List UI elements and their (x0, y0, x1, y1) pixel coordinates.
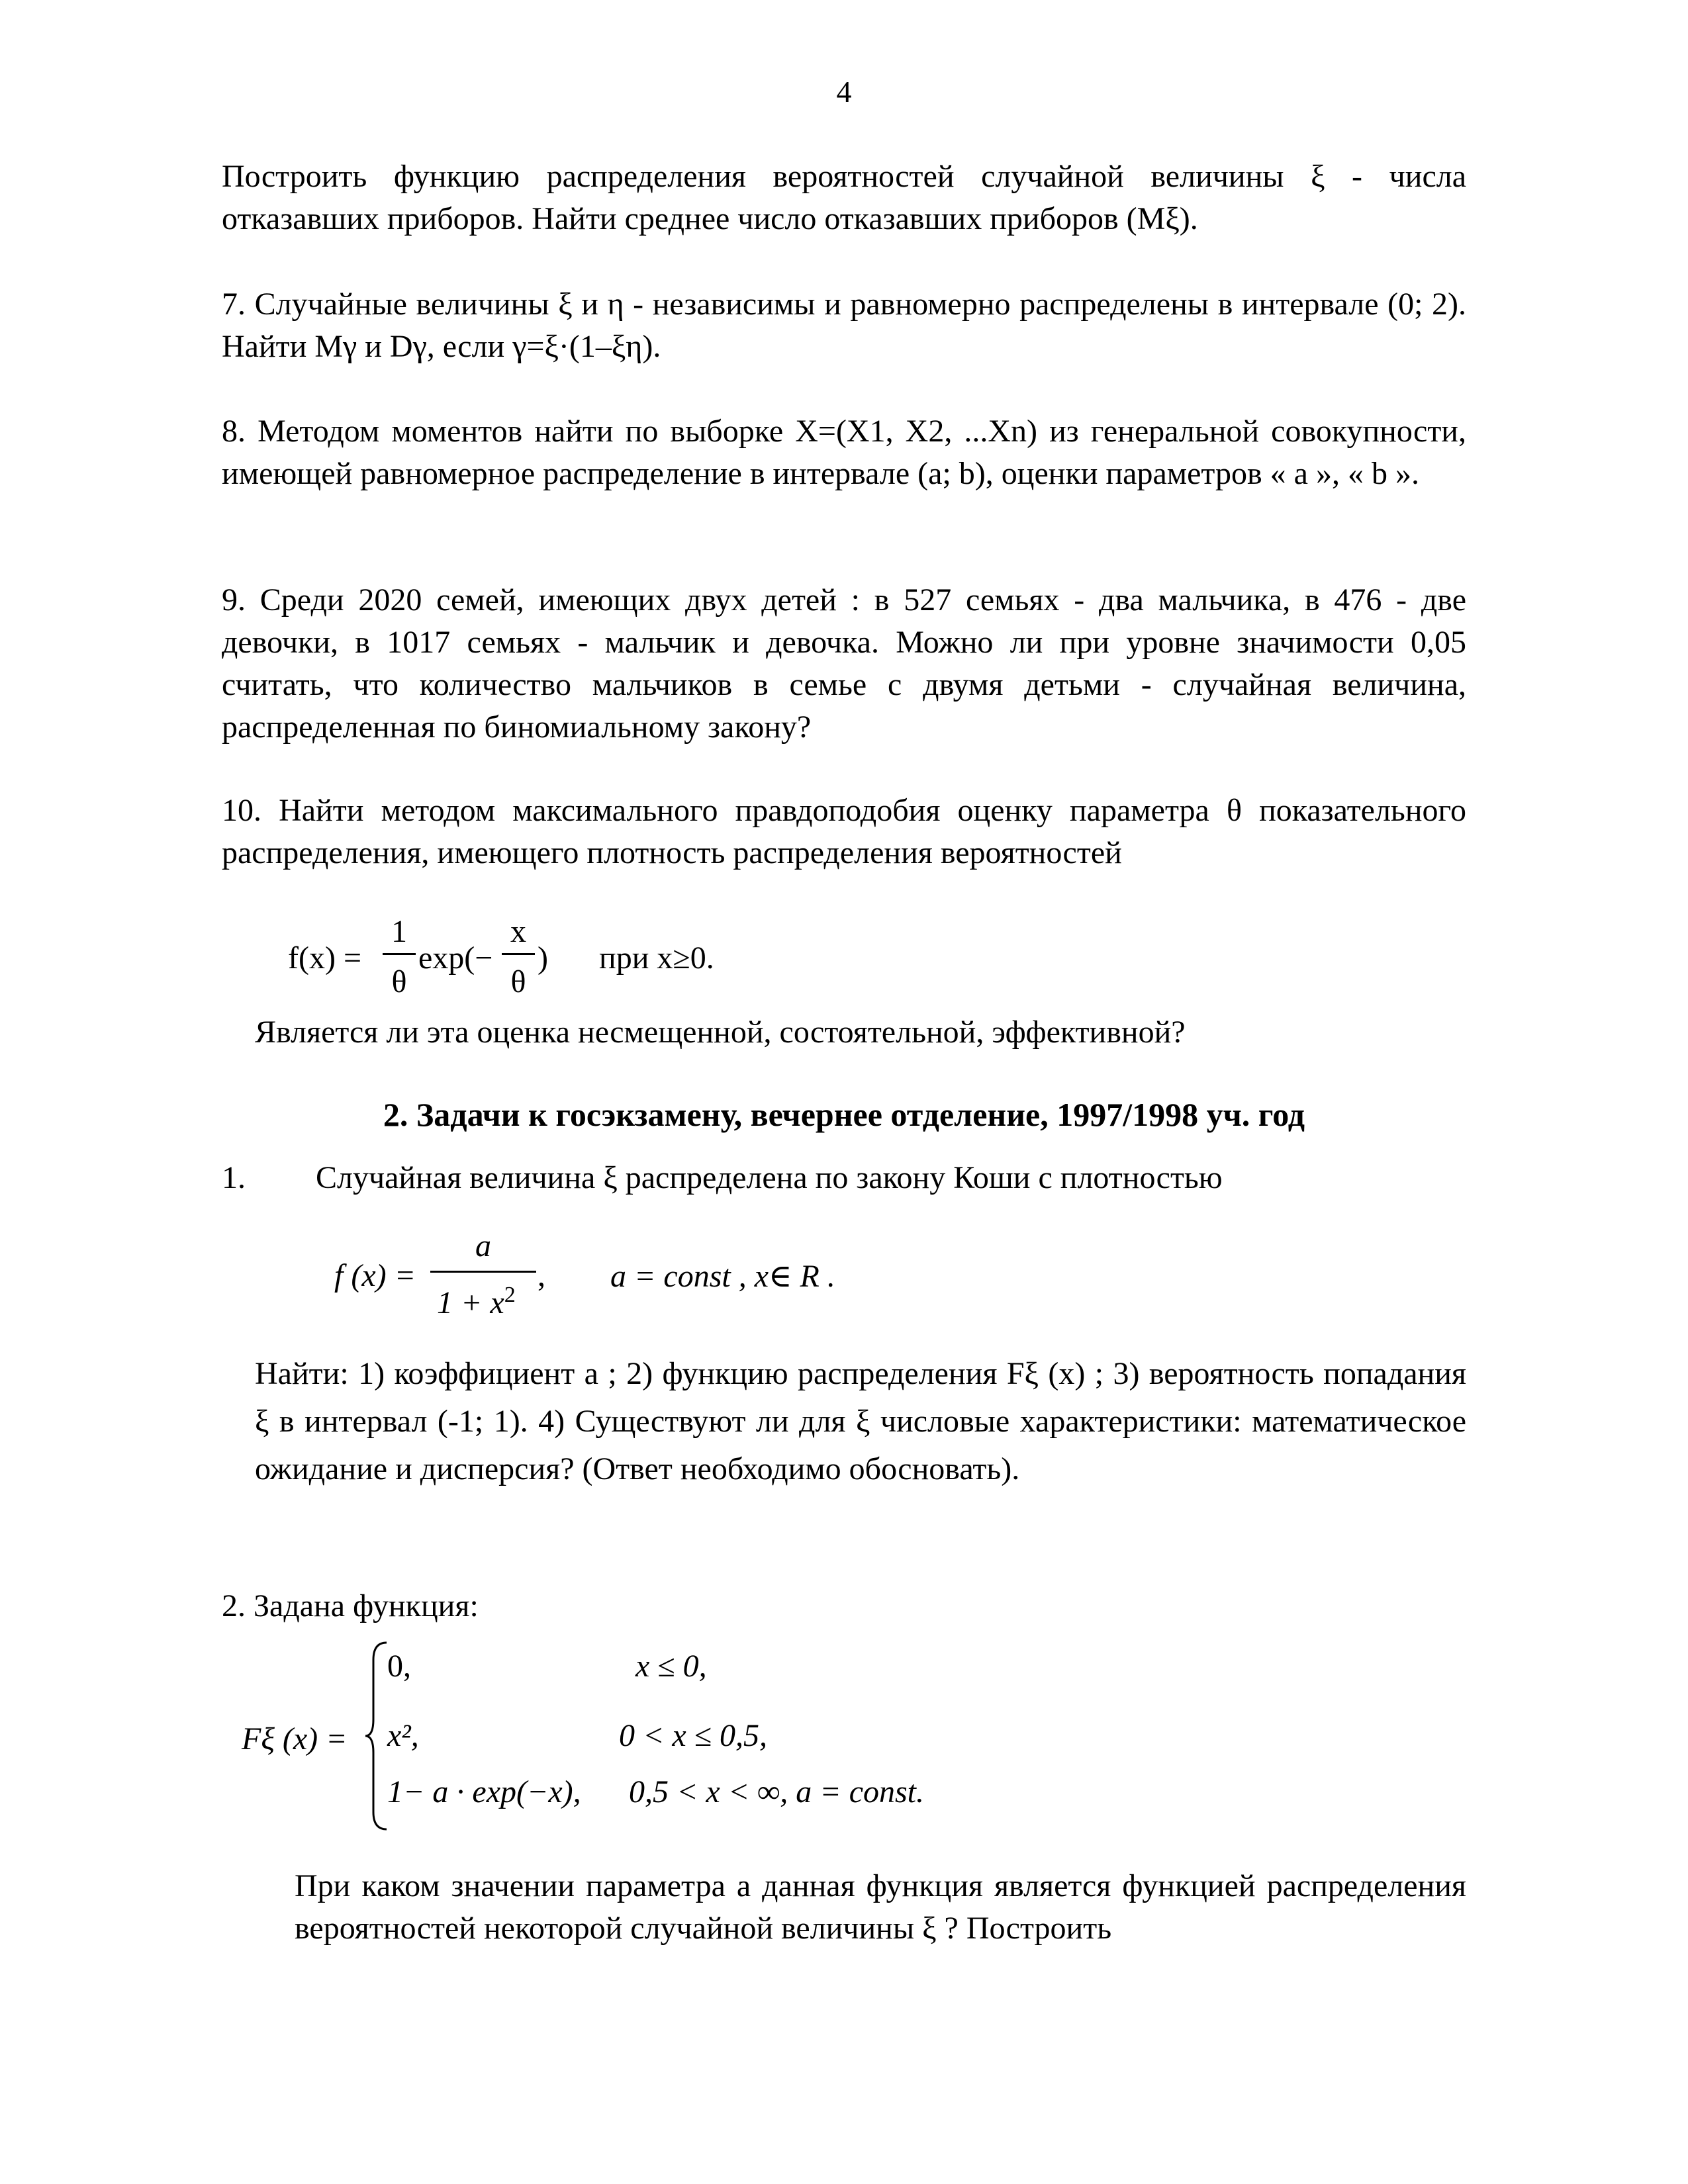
fraction-bar (502, 953, 535, 955)
problem-9: 9. Среди 2020 семей, имеющих двух детей : в 527 семьях - два мальчика, в 476 - две девочки, в 1017 семьях - мальчик и девочка. Можно ли при уровне значимости 0,05 считать, что количество мальчиков в семье с двумя детьми - случайная величина, распределенная по биномиальному закону? (222, 582, 1466, 745)
exp-function: exp(− (418, 940, 493, 976)
formula-lhs: f (x) = (334, 1258, 416, 1293)
intro-paragraph: Построить функцию распределения вероятностей случайной величины ξ - числа отказавших приборов. Найти среднее число отказавших приборов (Mξ). (222, 159, 1466, 236)
formula-constraints: a = const , x∈ R . (610, 1259, 835, 1294)
fraction-denominator: θ (510, 964, 526, 999)
fraction-bar (383, 953, 416, 955)
page-number: 4 (836, 75, 852, 109)
problem-10: 10. Найти методом максимального правдоподобия оценку параметра θ показательного распределения, имеющего плотность распределения вероятностей (222, 793, 1466, 870)
task-1-questions: Найти: 1) коэффициент a ; 2) функцию распределения Fξ (x) ; 3) вероятность попадания ξ в интервал (-1; 1). 4) Существуют ли для ξ числовые характеристики: математическое ожидание и дисперсия? (Ответ необходимо обосновать). (255, 1356, 1466, 1486)
fraction-denominator: θ (391, 964, 407, 999)
denominator-exponent: 2 (504, 1283, 516, 1307)
task-1-number: 1. (222, 1160, 246, 1195)
section-heading: 2. Задачи к госэкзамену, вечернее отделение, 1997/1998 уч. год (383, 1096, 1305, 1133)
denominator-base: 1 + x (437, 1285, 504, 1320)
problem-10-question: Является ли эта оценка несмещенной, состоятельной, эффективной? (255, 1015, 1186, 1050)
fraction-bar (430, 1271, 536, 1273)
final-paragraph: При каком значении параметра a данная функция является функцией распределения вероятностей некоторой случайной величины ξ ? Построить (295, 1868, 1466, 1946)
formula-comma: , (538, 1258, 545, 1293)
fraction-numerator: a (475, 1228, 491, 1263)
piece-condition: 0 < x ≤ 0,5, (619, 1718, 768, 1753)
formula-lhs: f(x) = (288, 940, 362, 976)
closing-paren: ) (538, 940, 548, 976)
left-brace-icon (364, 1640, 391, 1832)
piece-expression: 0, (387, 1649, 411, 1684)
task-2-label: 2. Задана функция: (222, 1588, 479, 1623)
piece-expression: x², (387, 1718, 419, 1753)
problem-8: 8. Методом моментов найти по выборке X=(X1, X2, ...Xn) из генеральной совокупности, имеющей равномерное распределение в интервале (a; b), оценки параметров « a », « b ». (222, 414, 1466, 491)
fraction-numerator: 1 (391, 914, 407, 949)
formula-lhs: Fξ (x) = (242, 1721, 348, 1756)
problem-7: 7. Случайные величины ξ и η - независимы и равномерно распределены в интервале (0; 2). Найти Mγ и Dγ, если γ=ξ·(1–ξη). (222, 287, 1466, 364)
piece-condition: x ≤ 0, (635, 1649, 707, 1684)
fraction-denominator (437, 1283, 516, 1321)
fraction-numerator: x (510, 914, 526, 949)
task-1-text: Случайная величина ξ распределена по закону Коши с плотностью (316, 1160, 1223, 1195)
piece-expression: 1− a · exp(−x), (387, 1774, 581, 1809)
piece-condition: 0,5 < x < ∞, a = const. (629, 1774, 925, 1809)
formula-condition: при x≥0. (599, 940, 714, 976)
